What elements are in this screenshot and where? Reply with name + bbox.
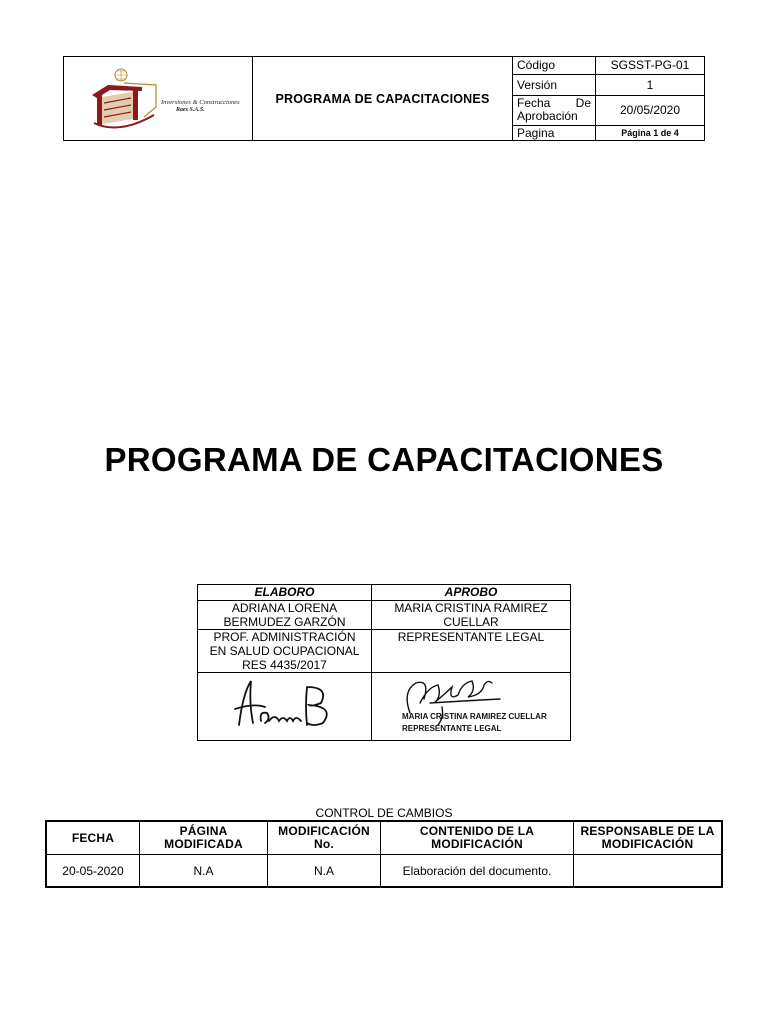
- elaboro-name: ADRIANA LORENA BERMUDEZ GARZÓN: [198, 601, 372, 630]
- logo-text-line-2: Raes S.A.S.: [176, 107, 205, 113]
- header-meta: [513, 57, 704, 140]
- version-label: Versión: [513, 75, 596, 95]
- pagina-label: Pagina: [513, 126, 596, 140]
- aprobo-role: REPRESENTANTE LEGAL: [372, 630, 571, 673]
- fecha-label-word-3: Aprobación: [517, 108, 578, 123]
- change-control-header-row: [46, 821, 722, 855]
- col-responsable: RESPONSABLE DE LA MODIFICACIÓN: [574, 821, 723, 855]
- row-contenido: Elaboración del documento.: [381, 855, 574, 888]
- row-fecha: 20-05-2020: [46, 855, 140, 888]
- meta-row-pagina: [513, 126, 704, 140]
- aprobo-signature: [372, 673, 570, 737]
- codigo-label: Código: [513, 57, 596, 74]
- version-value: 1: [646, 77, 654, 92]
- table-row: [46, 855, 722, 888]
- aprobo-stamp-line-2: REPRESENTANTE LEGAL: [402, 724, 502, 733]
- meta-row-fecha: [513, 96, 704, 126]
- header-title: PROGRAMA DE CAPACITACIONES: [253, 57, 513, 140]
- col-fecha: FECHA: [46, 821, 140, 855]
- fecha-value: 20/05/2020: [619, 102, 681, 117]
- row-pagina: N.A: [140, 855, 268, 888]
- col-modificacion: MODIFICACIÓN No.: [268, 821, 381, 855]
- company-logo-cell: [64, 57, 253, 140]
- fecha-label-word-2: De: [575, 95, 591, 110]
- aprobo-header: APROBO: [372, 585, 571, 601]
- elaboro-role: PROF. ADMINISTRACIÓN EN SALUD OCUPACIONAL RES 4435/2017: [198, 630, 372, 673]
- signatures-table: [197, 584, 571, 741]
- change-control-table: [45, 820, 723, 888]
- aprobo-signature-cell: [372, 673, 571, 741]
- logo-building-icon: [92, 83, 156, 128]
- elaboro-signature-cell: [198, 673, 372, 741]
- col-contenido: CONTENIDO DE LA MODIFICACIÓN: [381, 821, 574, 855]
- aprobo-name: MARIA CRISTINA RAMIREZ CUELLAR: [372, 601, 571, 630]
- col-pagina: PÁGINA MODIFICADA: [140, 821, 268, 855]
- row-responsable: [574, 855, 723, 888]
- fecha-label-word-1: Fecha: [517, 95, 551, 110]
- meta-row-version: [513, 75, 704, 96]
- elaboro-header: ELABORO: [198, 585, 372, 601]
- codigo-value: SGSST-PG-01: [610, 58, 690, 72]
- company-logo: [64, 57, 252, 140]
- meta-row-codigo: [513, 57, 704, 75]
- row-modificacion: N.A: [268, 855, 381, 888]
- elaboro-signature: [199, 673, 371, 737]
- pagina-value: Página 1 de 4: [621, 128, 679, 138]
- logo-text-line-1: Inversiones & Construcciones: [161, 99, 240, 106]
- aprobo-stamp-line-1: MARIA CRISTINA RAMIREZ CUELLAR: [402, 712, 547, 721]
- document-header: [63, 56, 705, 141]
- logo-sphere-icon: [115, 69, 127, 81]
- change-control-caption: CONTROL DE CAMBIOS: [315, 806, 453, 820]
- page-title: PROGRAMA DE CAPACITACIONES: [104, 441, 664, 478]
- fecha-label: [513, 96, 596, 125]
